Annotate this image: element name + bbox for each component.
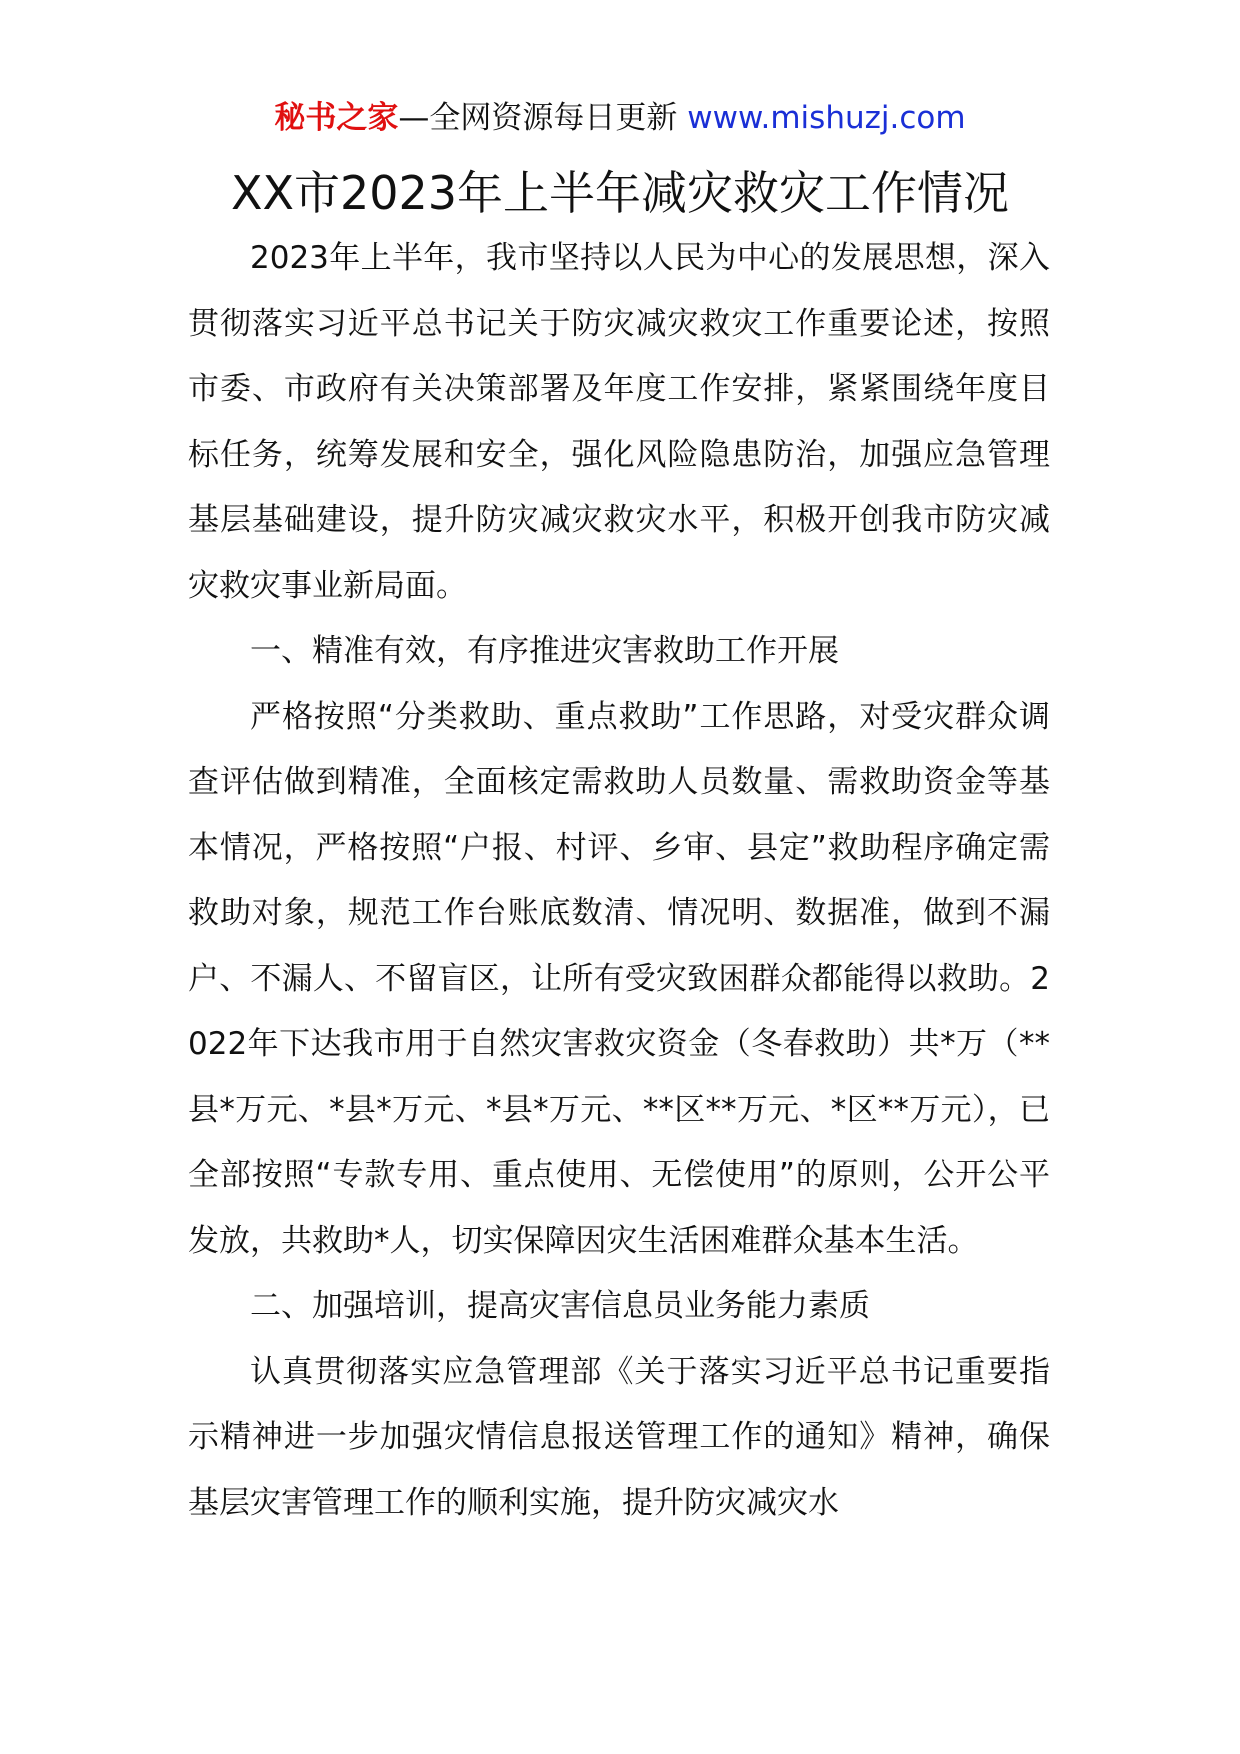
section-heading-1: 一、精准有效，有序推进灾害救助工作开展 <box>250 633 839 669</box>
section-2-paragraph: 认真贯彻落实应急管理部《关于落实习近平总书记重要指示精神进一步加强灾情信息报送管理工作的通知》精神，确保基层灾害管理工作的顺利实施，提升防灾减灾水 <box>188 1353 1050 1521</box>
section-heading-2: 二、加强培训，提高灾害信息员业务能力素质 <box>250 1288 870 1324</box>
intro-paragraph: 2023年上半年，我市坚持以人民为中心的发展思想，深入贯彻落实习近平总书记关于防灾减灾救灾工作重要论述，按照市委、市政府有关决策部署及年度工作安排，紧紧围绕年度目标任务，统筹发展和安全，强化风险隐患防治，加强应急管理基层基础建设，提升防灾减灾救灾水平，积极开创我市防灾减灾救灾事业新局面。 <box>188 240 1050 604</box>
brand-name: 秘书之家 <box>274 100 399 136</box>
header-slogan: —全网资源每日更新 <box>398 100 688 136</box>
site-url-link[interactable]: www.mishuzj.com <box>687 100 966 136</box>
document-body <box>188 226 1050 1536</box>
document-title: XX市2023年上半年减灾救灾工作情况 <box>230 166 1010 220</box>
section-1-paragraph: 严格按照“分类救助、重点救助”工作思路，对受灾群众调查评估做到精准，全面核定需救助人员数量、需救助资金等基本情况，严格按照“户报、村评、乡审、县定”救助程序确定需救助对象，规范工作台账底数清、情况明、数据准，做到不漏户、不漏人、不留盲区，让所有受灾致困群众都能得以救助。2022年下达我市用于自然灾害救灾资金（冬春救助）共*万（**县*万元、*县*万元、*县*万元、**区**万元、*区**万元），已全部按照“专款专用、重点使用、无偿使用”的原则，公开公平发放，共救助*人，切实保障因灾生活困难群众基本生活。 <box>188 698 1050 1259</box>
site-header <box>0 98 1240 138</box>
